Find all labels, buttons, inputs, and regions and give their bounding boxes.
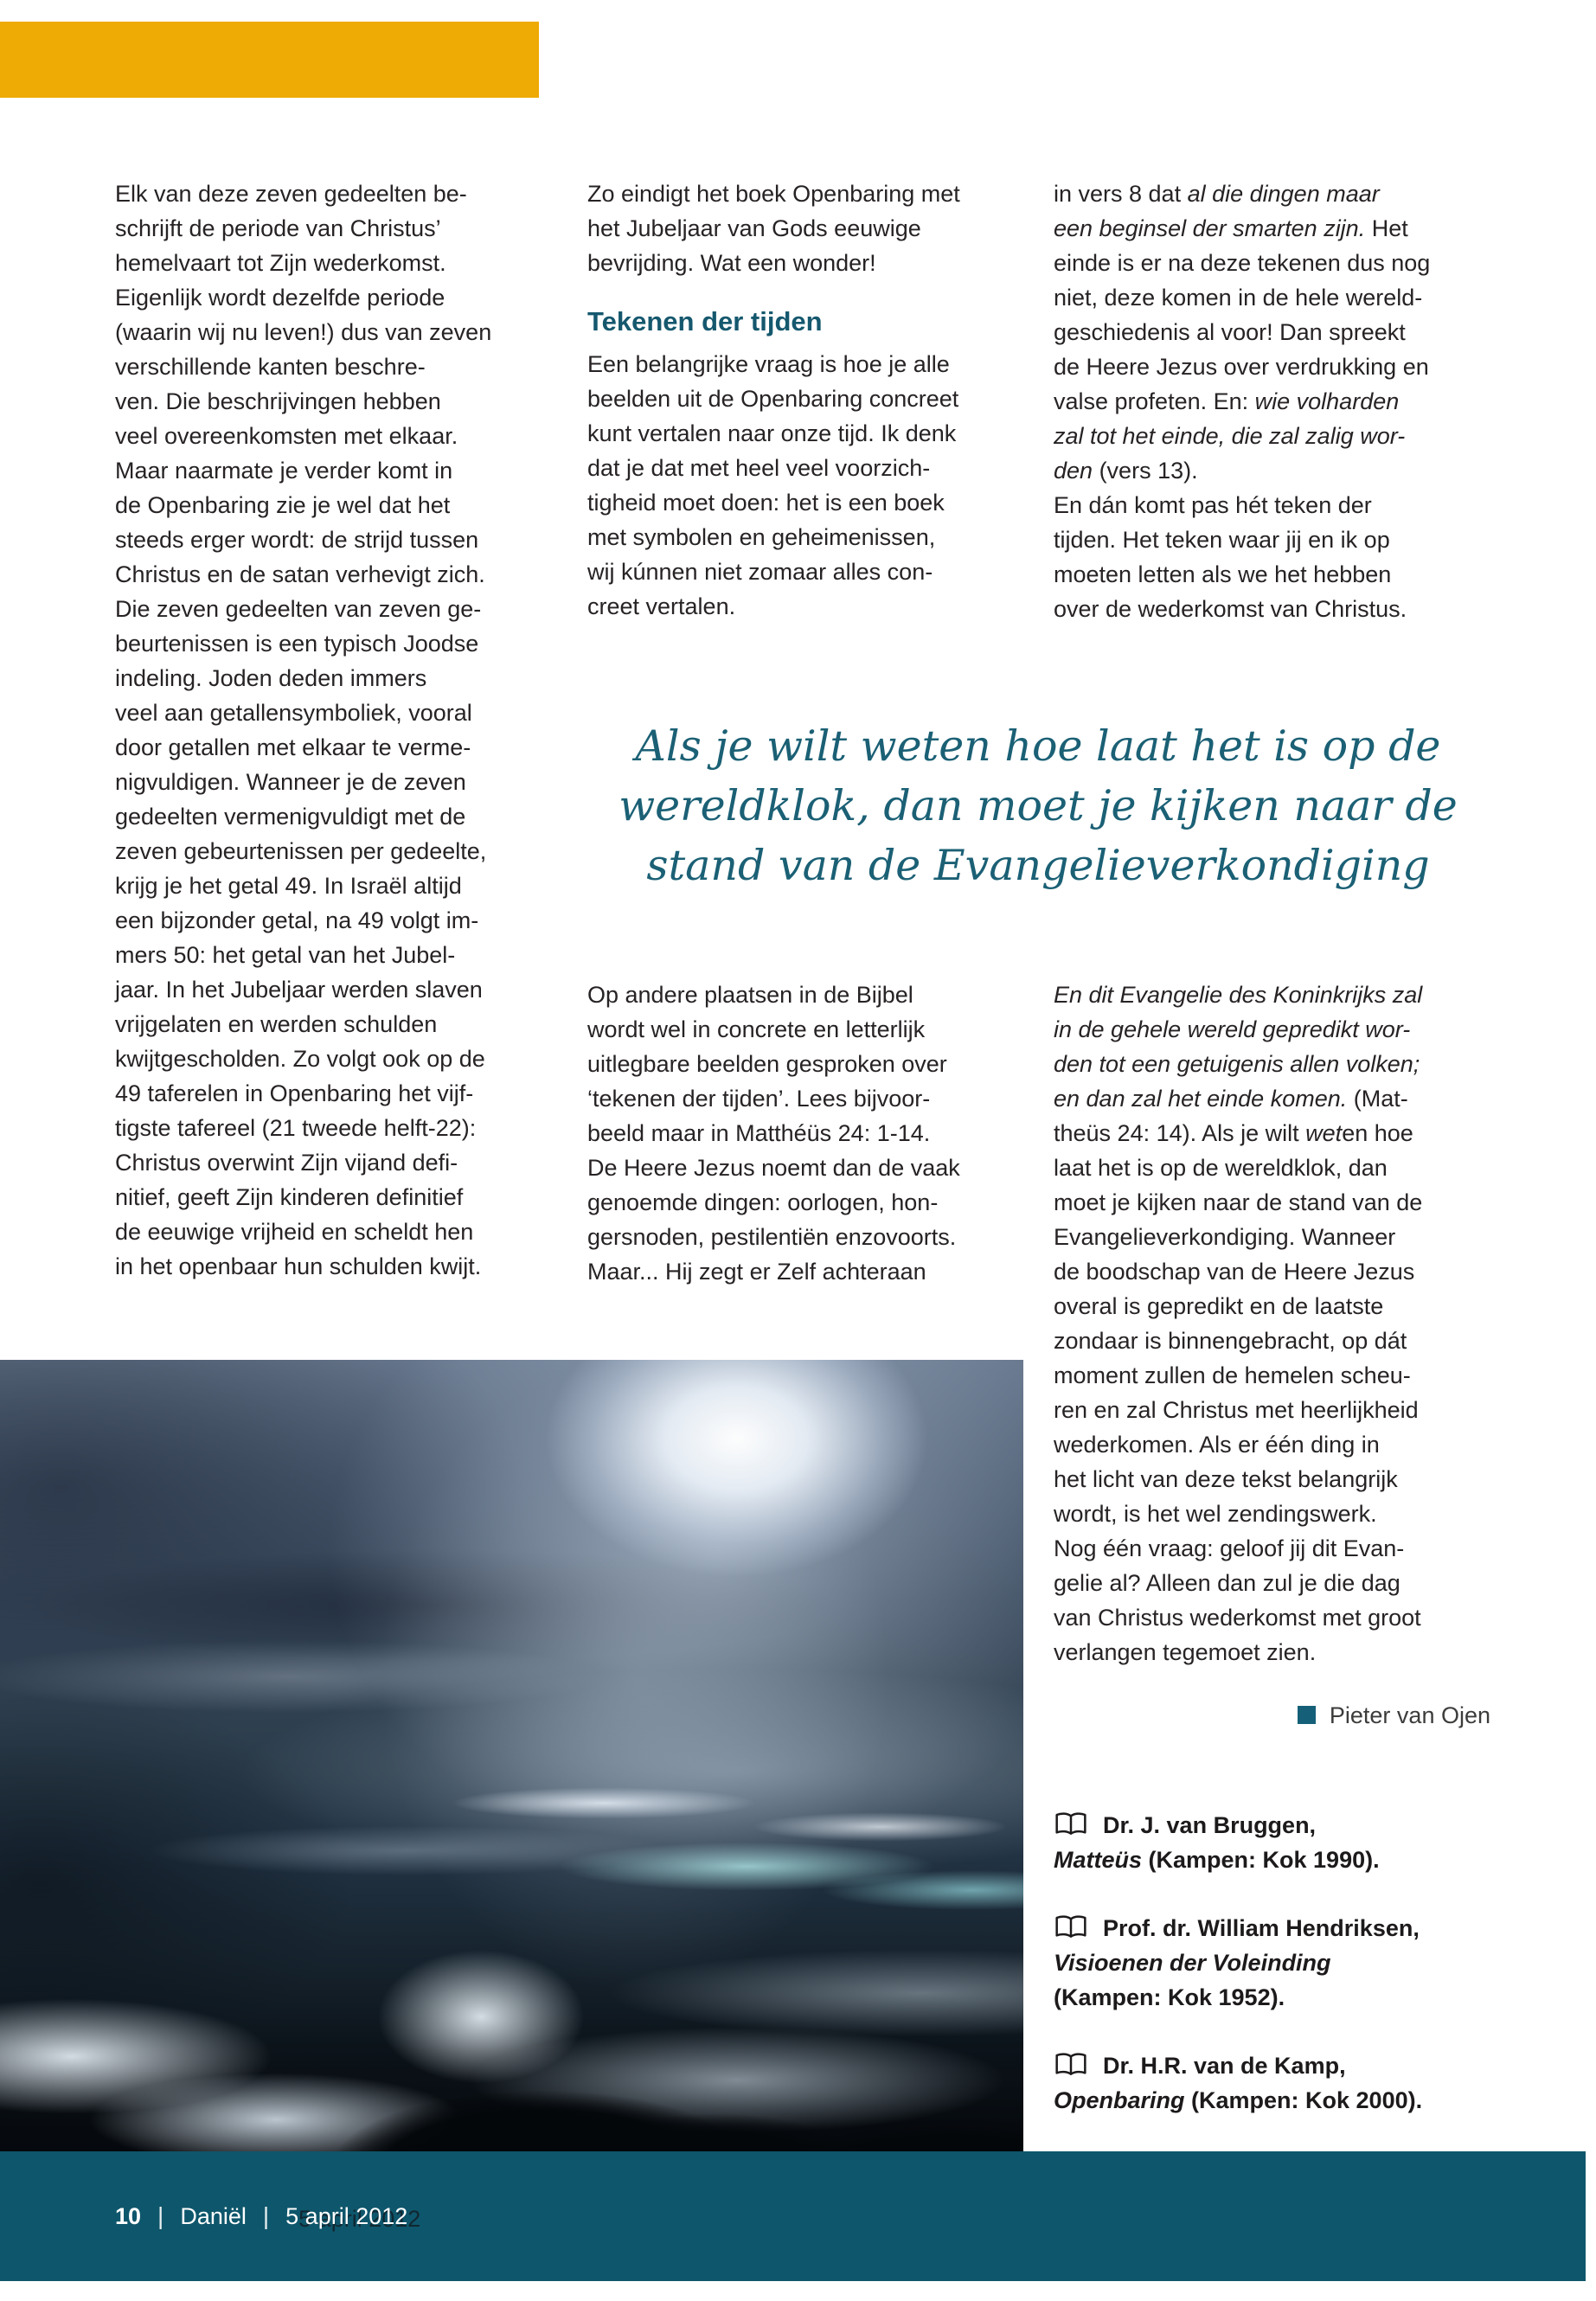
article-column-2 bbox=[587, 176, 1033, 624]
reference-item bbox=[1054, 2048, 1512, 2118]
reference-list bbox=[1054, 1808, 1512, 2151]
book-icon bbox=[1054, 2052, 1088, 2078]
author-square-icon bbox=[1298, 1706, 1316, 1724]
footer-bar bbox=[0, 2151, 1586, 2281]
footer-separator: | bbox=[157, 2202, 164, 2229]
reference-item bbox=[1054, 1911, 1512, 2015]
article-column-3-below-quote: En dit Evangelie des Koninkrijks zal in de gehele wereld gepredikt wor- den tot een getuigenis allen volken; en dan zal het einde komen. (Mat- theüs 24: 14). Als je wilt weten hoe laat het is op de wereldklok, dan moet je kijken naar de stand van de Evangelieverkondiging. Wanneer de boodschap van de Heere Jezus overal is gepredikt en de laatste zondaar is binnengebracht, op dát moment zullen de hemelen scheu- ren en zal Christus met heerlijkheid wederkomen. Als er één ding in het licht van deze tekst belangrijk wordt, is het wel zendingswerk. Nog één vraag: geloof jij dit Evan- gelie al? Alleen dan zul je die dag van Christus wederkomst met groot verlangen tegemoet zien. bbox=[1054, 982, 1423, 1665]
reference-item bbox=[1054, 1808, 1512, 1877]
book-icon bbox=[1054, 1811, 1088, 1837]
reference-detail: Visioenen der Voleinding (Kampen: Kok 1952). bbox=[1054, 1950, 1331, 2010]
storm-sea-photo bbox=[0, 1360, 1023, 2151]
column-2-intro-paragraph: Zo eindigt het boek Openbaring met het Jubeljaar van Gods eeuwige bevrijding. Wat een wonder! bbox=[587, 181, 960, 276]
footer-content bbox=[115, 2202, 407, 2230]
footer-separator: | bbox=[262, 2202, 270, 2229]
reference-author: Prof. dr. William Hendriksen, bbox=[1103, 1915, 1420, 1941]
reference-detail: Openbaring (Kampen: Kok 2000). bbox=[1054, 2087, 1423, 2113]
pull-quote: Als je wilt weten hoe laat het is op de wereldklok, dan moet je kijken naar de stand van de Evangelieverkondiging bbox=[619, 721, 1458, 890]
column-2-paragraph: Een belangrijke vraag is hoe je alle beelden uit de Openbaring concreet kunt vertalen naar onze tijd. Ik denk dat je dat met heel veel voorzich- tigheid moet doen: het is een boek met symbolen en geheimenissen, wij kúnnen niet zomaar alles con- creet vertalen. bbox=[587, 351, 959, 619]
article-column-1: Elk van deze zeven gedeelten be- schrijft de periode van Christus’ hemelvaart tot Zijn wederkomst. Eigenlijk wordt dezelfde periode (waarin wij nu leven!) dus van zeven verschillende kanten beschre- ven. Die beschrijvingen hebben veel overeenkomsten met elkaar. Maar naarmate je verder komt in de Openbaring zie je wel dat het steeds erger wordt: de strijd tussen Christus en de satan verhevigt zich. Die zeven gedeelten van zeven ge- beurtenissen is een typisch Joodse indeling. Joden deden immers veel aan getallensymboliek, vooral door getallen met elkaar te verme- nigvuldigen. Wanneer je de zeven gedeelten vermenigvuldigt met de zeven gebeurtenissen per gedeelte, krijg je het getal 49. In Israël altijd een bijzonder getal, na 49 volgt im- mers 50: het getal van het Jubel- jaar. In het Jubeljaar werden slaven vrijgelaten en werden schulden kwijtgescholden. Zo volgt ook op de 49 taferelen in Openbaring het vijf- tigste tafereel (21 tweede helft-22): Christus overwint Zijn vijand defi- nitief, geeft Zijn kinderen definitief de eeuwige vrijheid en scheldt hen in het openbaar hun schulden kwijt. bbox=[115, 181, 492, 1279]
top-accent-bar bbox=[0, 22, 539, 98]
magazine-title: Daniël bbox=[180, 2202, 247, 2229]
book-icon bbox=[1054, 1914, 1088, 1940]
article-column-3-top: in vers 8 dat al die dingen maar een beginsel der smarten zijn. Het einde is er na deze tekenen dus nog niet, deze komen in de hele wereld- geschiedenis al voor! Dan spreekt de Heere Jezus over verdrukking en valse profeten. En: wie volharden zal tot het einde, die zal zalig wor- den (vers 13). En dán komt pas hét teken der tijden. Het teken waar jij en ik op moeten letten als we het hebben over de wederkomst van Christus. bbox=[1054, 181, 1431, 622]
author-credit bbox=[1054, 1702, 1490, 1729]
section-heading: Tekenen der tijden bbox=[587, 306, 823, 336]
reference-detail: Matteüs (Kampen: Kok 1990). bbox=[1054, 1847, 1380, 1873]
page-number: 10 bbox=[115, 2202, 142, 2229]
issue-date: 5 april 2012 bbox=[285, 2202, 408, 2229]
reference-author: Dr. J. van Bruggen, bbox=[1103, 1812, 1317, 1838]
article-column-2-below-quote: Op andere plaatsen in de Bijbel wordt wel in concrete en letterlijk uitlegbare beelden gesproken over ‘tekenen der tijden’. Lees bijvoor- beeld maar in Matthéüs 24: 1-14. De Heere Jezus noemt dan de vaak genoemde dingen: oorlogen, hon- gersnoden, pestilentiën enzovoorts. Maar... Hij zegt er Zelf achteraan bbox=[587, 982, 960, 1285]
author-name: Pieter van Ojen bbox=[1329, 1702, 1490, 1728]
reference-author: Dr. H.R. van de Kamp, bbox=[1103, 2053, 1346, 2079]
